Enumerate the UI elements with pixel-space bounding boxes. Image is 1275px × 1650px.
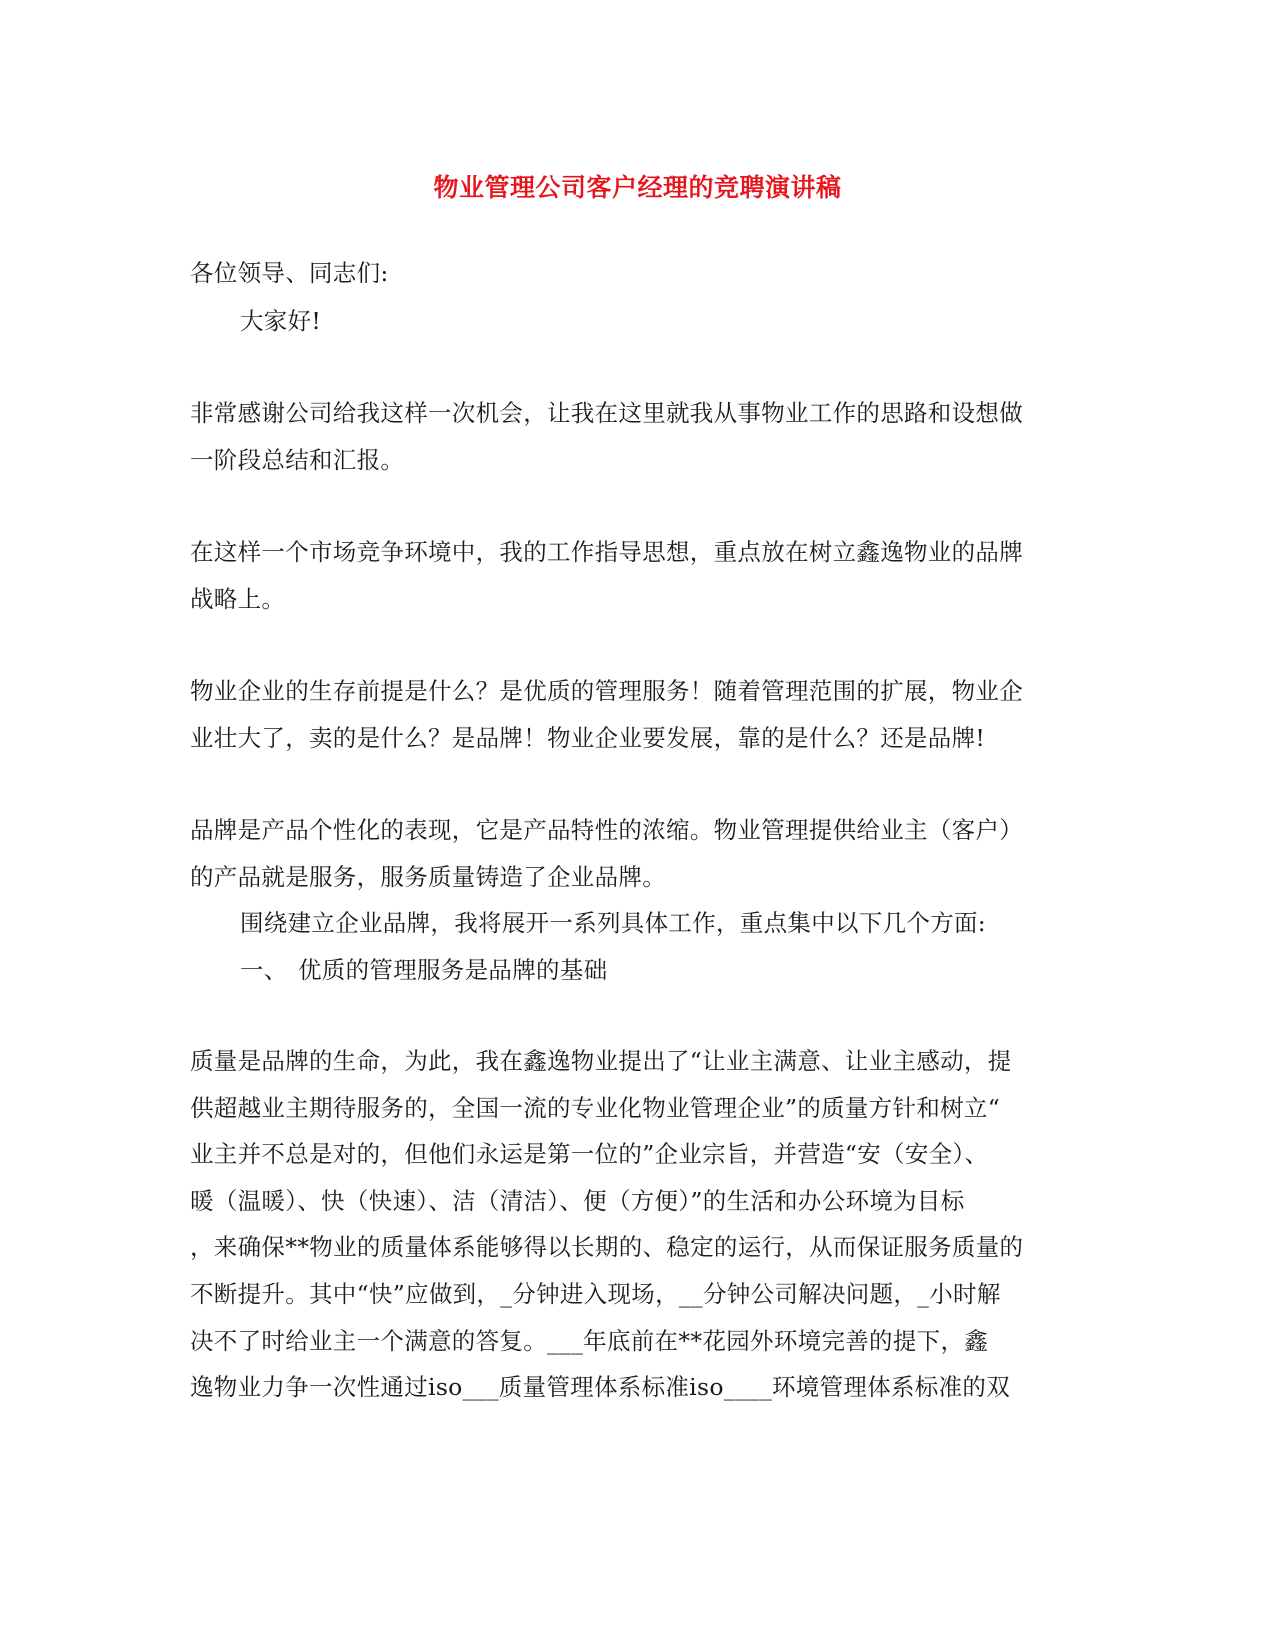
paragraph-line: 一阶段总结和汇报。 (190, 446, 405, 474)
document-title: 物业管理公司客户经理的竞聘演讲稿 (433, 173, 842, 202)
paragraph-line: 质量是品牌的生命，为此，我在鑫逸物业提出了“让业主满意、让业主感动，提 (190, 1047, 1012, 1075)
paragraph-line: 决不了时给业主一个满意的答复。___年底前在**花园外环境完善的提下，鑫 (190, 1327, 989, 1355)
paragraph-line: ，来确保**物业的质量体系能够得以长期的、稳定的运行，从而保证服务质量的 (190, 1233, 1024, 1261)
paragraph-line: 物业企业的生存前提是什么？是优质的管理服务！随着管理范围的扩展，物业企 (190, 677, 1023, 705)
paragraph-line: 围绕建立企业品牌，我将展开一系列具体工作，重点集中以下几个方面: (240, 909, 987, 937)
paragraph-line: 在这样一个市场竞争环境中，我的工作指导思想，重点放在树立鑫逸物业的品牌 (190, 538, 1023, 566)
paragraph-line: 不断提升。其中“快”应做到，_分钟进入现场，__分钟公司解决问题，_小时解 (190, 1280, 1001, 1308)
paragraph-line: 逸物业力争一次性通过iso___质量管理体系标准iso____环境管理体系标准的双 (190, 1373, 1010, 1401)
paragraph-line: 战略上。 (190, 585, 286, 613)
paragraph-line: 暖（温暖）、快（快速）、洁（清洁）、便（方便）”的生活和办公环境为目标 (190, 1187, 965, 1215)
paragraph-line: 业主并不总是对的，但他们永运是第一位的”企业宗旨，并营造“安（安全）、 (190, 1140, 989, 1168)
section-heading-text: 优质的管理服务是品牌的基础 (298, 956, 608, 984)
paragraph-line: 业壮大了，卖的是什么？是品牌！物业企业要发展，靠的是什么？还是品牌! (190, 724, 986, 752)
section-number: 一、 (240, 956, 288, 984)
paragraph-line: 供超越业主期待服务的，全国一流的专业化物业管理企业”的质量方针和树立“ (190, 1094, 1001, 1122)
paragraph-line: 的产品就是服务，服务质量铸造了企业品牌。 (190, 863, 666, 891)
section-heading (240, 955, 1140, 985)
paragraph-line: 品牌是产品个性化的表现，它是产品特性的浓缩。物业管理提供给业主（客户） (190, 816, 1023, 844)
paragraph-line: 非常感谢公司给我这样一次机会，让我在这里就我从事物业工作的思路和设想做 (190, 399, 1023, 427)
salutation: 各位领导、同志们: (190, 259, 389, 287)
greeting: 大家好! (240, 307, 322, 335)
